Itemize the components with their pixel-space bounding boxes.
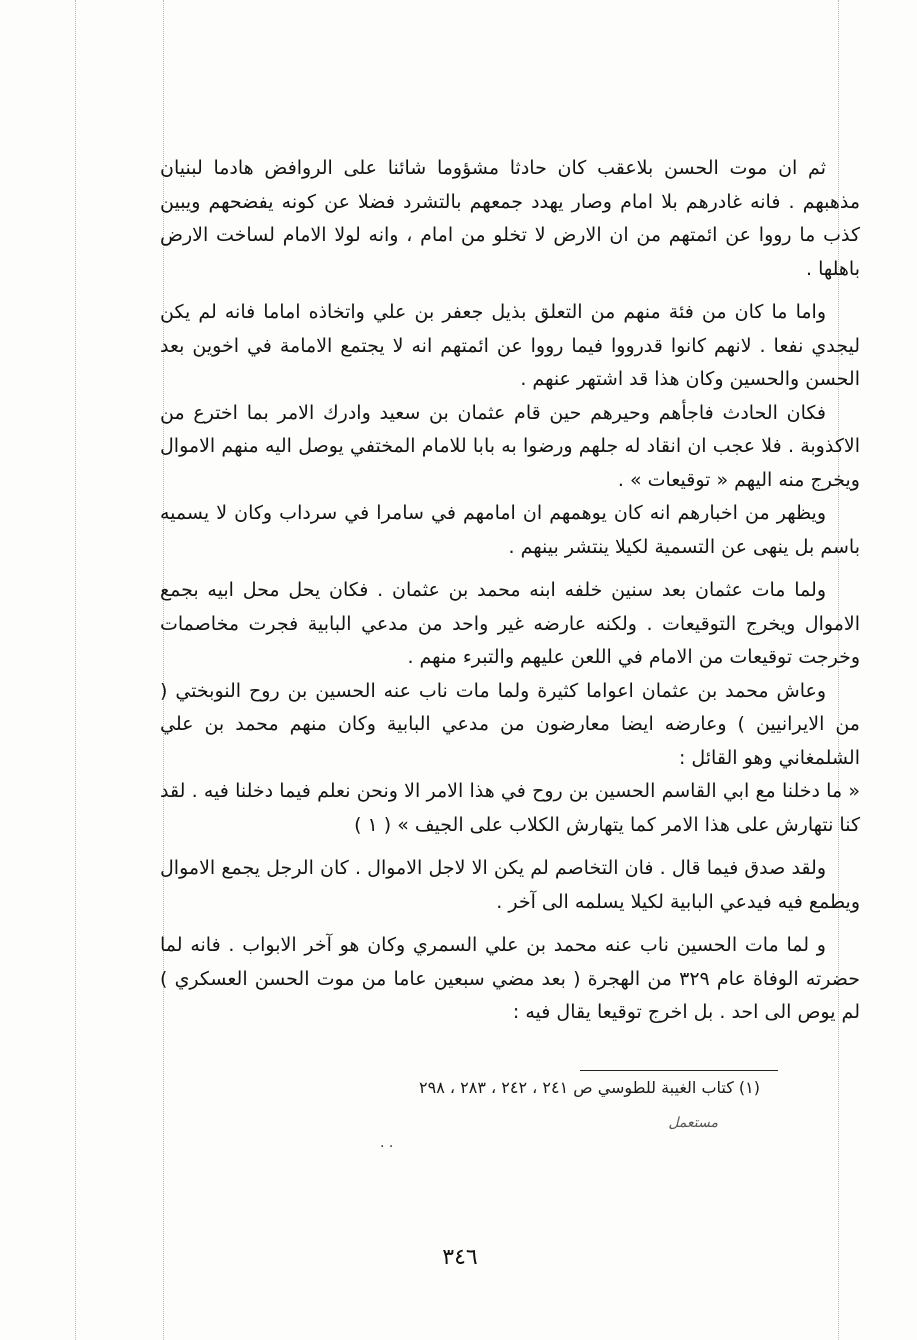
- paragraph-1: ثم ان موت الحسن بلاعقب كان حادثا مشؤوما شائنا على الروافض هادما لبنيان مذهبهم . فانه غادرهم بلا امام وصار يهدد جمعهم بالتشرد فضلا عن كونه يفضحهم ويبين كذب ما رووا عن ائمتهم من ان الارض لا تخلو من امام ، وانه لولا الامام لساخت الارض باهلها .: [160, 157, 860, 280]
- paragraph-5: ولما مات عثمان بعد سنين خلفه ابنه محمد بن عثمان . فكان يحل محل ابيه بجمع الاموال ويخرج التوقيعات . ولكنه عارضه غير واحد من مدعي البابية فجرت مخاصمات وخرجت توقيعات من الامام في اللعن عليهم والتبرء منهم .: [160, 579, 860, 668]
- handwritten-note: مستعمل: [668, 1115, 718, 1131]
- stray-mark: . .: [380, 1135, 394, 1151]
- paragraph-3: فكان الحادث فاجأهم وحيرهم حين قام عثمان بن سعيد وادرك الامر بما اخترع من الاكذوبة . فلا عجب ان انقاد له جلهم ورضوا به بابا للامام المختفي يوصل اليه منهم الاموال ويخرج منه اليهم « توقيعات » .: [160, 401, 860, 491]
- footnote: (١) كتاب الغيبة للطوسي ص ٢٤١ ، ٢٤٢ ، ٢٨٣ ، ٢٩٨: [419, 1078, 760, 1097]
- paragraph-2: واما ما كان من فئة منهم من التعلق بذيل جعفر بن علي واتخاذه اماما فانه لم يكن ليجدي نفعا . لانهم كانوا قدرووا فيما رووا عن ائمتهم انه لا يجتمع الامامة في اخوين بعد الحسن والحسين وكان هذا قد اشتهر عنهم .: [160, 301, 860, 390]
- paragraph-7: ولقد صدق فيما قال . فان التخاصم لم يكن الا لاجل الاموال . كان الرجل يجمع الاموال ويطمع فيه فيدعي البابية لكيلا يسلمه الى آخر .: [160, 857, 860, 913]
- paragraph-4: ويظهر من اخبارهم انه كان يوهمهم ان امامهم في سامرا في سرداب وكان لا يسميه باسم بل ينهى عن التسمية لكيلا ينتشر بينهم .: [160, 502, 860, 558]
- quotation: « ما دخلنا مع ابي القاسم الحسين بن روح في هذا الامر الا ونحن نعلم فيما دخلنا فيه . لقد كنا نتهارش على هذا الامر كما يتهارش الكلاب على الجيف » ( ١ ): [160, 780, 860, 836]
- body-text: [160, 152, 860, 1030]
- paragraph-6: وعاش محمد بن عثمان اعواما كثيرة ولما مات ناب عنه الحسين بن روح النوبختي ( من الايرانيين ) وعارضه ايضا معارضون من مدعي البابية وكان منهم محمد بن علي الشلمغاني وهو القائل :: [160, 679, 860, 769]
- footnote-divider: [580, 1070, 778, 1071]
- fold-line: [75, 0, 76, 1340]
- page-number: ٣٤٦: [442, 1245, 478, 1270]
- paragraph-8: و لما مات الحسين ناب عنه محمد بن علي السمري وكان هو آخر الابواب . فانه لما حضرته الوفاة عام ٣٢٩ من الهجرة ( بعد مضي سبعين عاما من موت الحسن العسكري ) لم يوص الى احد . بل اخرج توقيعا يقال فيه :: [160, 934, 860, 1023]
